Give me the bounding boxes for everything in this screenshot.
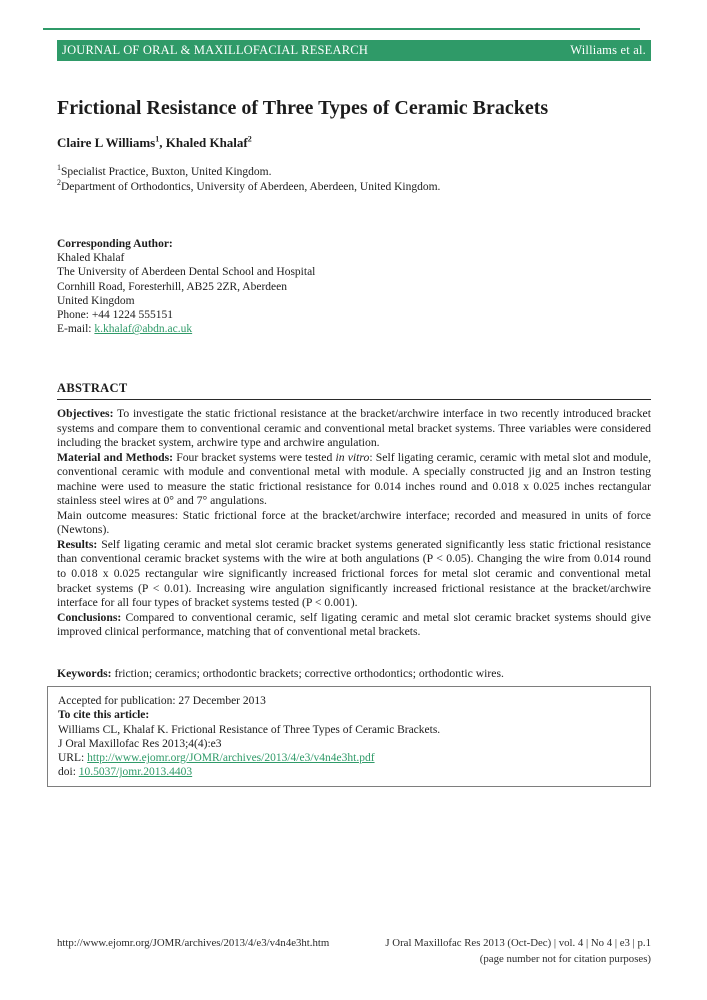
article-pdf-link[interactable]: http://www.ejomr.org/JOMR/archives/2013/4/e3/v4n4e3ht.pdf [87,752,375,765]
authors-line [57,135,651,151]
email-link[interactable]: k.khalaf@abdn.ac.uk [94,323,193,336]
journal-name: JOURNAL OF ORAL & MAXILLOFACIAL RESEARCH [62,43,369,57]
footer-article-url: http://www.ejomr.org/JOMR/archives/2013/4/e3/v4n4e3ht.htm [57,937,330,949]
affiliations [57,165,651,194]
journal-header-bar [57,40,651,61]
citation-box [47,686,651,787]
abstract-methods [57,451,651,509]
affiliation-2-text: Department of Orthodontics, University of Aberdeen, Aberdeen, United Kingdom. [61,180,441,193]
methods-text-pre: Four bracket systems were tested [173,450,336,464]
citation-authors-title: Williams CL, Khalaf K. Frictional Resistance of Three Types of Ceramic Brackets. [58,723,441,736]
abstract-body [57,407,651,640]
keywords-text: friction; ceramics; orthodontic brackets; corrective orthodontics; orthodontic wires. [111,666,504,680]
objectives-label: Objectives: [57,407,114,420]
corresponding-author-phone: Phone: +44 1224 555151 [57,309,174,322]
abstract-heading: ABSTRACT [57,381,128,395]
affiliation-1-text: Specialist Practice, Buxton, United Kingdom. [61,166,272,178]
abstract-conclusions [57,611,651,640]
running-head-author: Williams et al. [570,43,646,57]
author-1-affiliation-mark: 1 [155,134,160,144]
email-label: E-mail: [57,323,95,336]
doi-label: doi: [58,766,79,779]
article-title: Frictional Resistance of Three Types of Ceramic Brackets [57,97,549,120]
citation-doi-line [58,765,640,779]
keywords-label: Keywords: [57,666,112,680]
methods-italic: in vitro [335,450,370,464]
abstract-objectives [57,407,651,451]
methods-text-post: : Self ligating ceramic, ceramic with metal slot and module, conventional ceramic with module and conventional metal with module. A specially constructed jig and an Instron testing machine were used to measure the static frictional resistance for 0.014 inches round and 0.018 x 0.025 inches rectangular stainless steel wires at 0° and 7° angulations. [57,450,652,508]
author-separator: , [159,135,166,150]
citation-journal-ref: J Oral Maxillofac Res 2013;4(4):e3 [58,737,222,750]
corresponding-author-block [57,237,651,336]
cite-heading: To cite this article: [58,709,150,722]
corresponding-author-name: Khaled Khalaf [57,252,125,265]
keywords-line [57,667,651,680]
corresponding-author-institution: The University of Aberdeen Dental School and Hospital [57,266,316,279]
author-2-affiliation-mark: 2 [247,134,252,144]
doi-link[interactable]: 10.5037/jomr.2013.4403 [78,766,193,779]
page-footer [57,936,651,967]
results-text: Self ligating ceramic and metal slot ceramic bracket systems generated significantly less static frictional resistance than conventional ceramic bracket systems with the wire at both angulations (P < 0.05). Changing the wire from 0.014 round to 0.018 x 0.025 rectangular wire significantly increased frictional forces for metal slot ceramic and conventional metal bracket systems (P < 0.01). Increasing wire angulation significantly increased frictional resistance at the bracket/archwire interface for all four types of bracket systems tested (P < 0.001). [57,537,651,610]
affiliation-1 [57,165,651,180]
corresponding-author-email-line [57,322,651,336]
citation-url-line [58,751,640,765]
abstract-outcome-measures [57,509,651,538]
corresponding-author-heading: Corresponding Author: [57,238,173,250]
abstract-results [57,538,651,611]
abstract-rule [57,399,651,400]
footer-journal-info [385,936,651,967]
author-1: Claire L Williams [57,135,156,150]
conclusions-label: Conclusions: [57,610,122,624]
footer-volume-line: J Oral Maxillofac Res 2013 (Oct-Dec) | vol. 4 | No 4 | e3 | p.1 [385,937,651,949]
objectives-text: To investigate the static frictional resistance at the bracket/archwire interface in two recently introduced bracket systems and compare them to conventional ceramic and conventional metal bracket systems. Three variables were considered including the bracket system, archwire type and archwire angulation. [57,407,651,450]
affiliation-2 [57,177,651,195]
corresponding-author-country: United Kingdom [57,294,135,307]
methods-label: Material and Methods: [57,450,174,464]
corresponding-author-address: Cornhill Road, Foresterhill, AB25 2ZR, Aberdeen [57,280,287,293]
affiliation-2-mark: 2 [57,177,61,187]
affiliation-1-mark: 1 [57,163,61,173]
accepted-line: Accepted for publication: 27 December 2013 [58,695,266,707]
footer-page-note: (page number not for citation purposes) [479,952,651,965]
author-2: Khaled Khalaf [165,135,248,150]
conclusions-text: Compared to conventional ceramic, self ligating ceramic and metal slot ceramic bracket systems should give improved clinical performance, matching that of conventional metal brackets. [57,610,651,639]
top-rule [43,28,640,30]
url-label: URL: [58,752,88,765]
outcome-measures-text: Main outcome measures: Static frictional force at the bracket/archwire interface; recorded and measured in units of force (Newtons). [57,508,651,537]
results-label: Results: [57,537,98,551]
